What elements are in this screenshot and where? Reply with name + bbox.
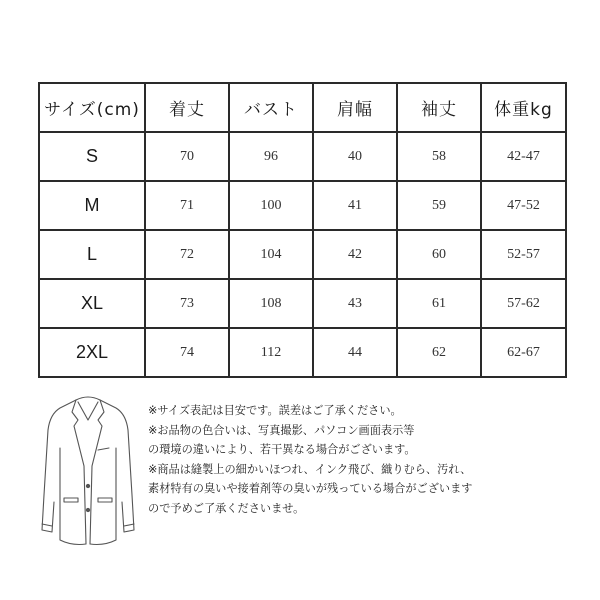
header-sleeve: 袖丈 (397, 83, 481, 132)
weight-cell: 47-52 (481, 181, 566, 230)
shoulder-cell: 41 (313, 181, 397, 230)
note-line: ※お品物の色合いは、写真撮影、パソコン画面表示等 (148, 423, 415, 437)
table-row (39, 279, 566, 328)
sleeve-cell: 59 (397, 181, 481, 230)
length-cell: 73 (145, 279, 229, 328)
header-size: サイズ(cm) (39, 83, 145, 132)
bust-cell: 100 (229, 181, 313, 230)
note-line: ※商品は縫製上の細かいほつれ、インク飛び、織りむら、汚れ、 (148, 462, 472, 476)
size-cell: S (39, 132, 145, 181)
shoulder-cell: 44 (313, 328, 397, 377)
jacket-icon (38, 390, 138, 575)
length-cell: 74 (145, 328, 229, 377)
shoulder-cell: 43 (313, 279, 397, 328)
bust-cell: 108 (229, 279, 313, 328)
header-length: 着丈 (145, 83, 229, 132)
bust-cell: 96 (229, 132, 313, 181)
note-line: 素材特有の臭いや接着剤等の臭いが残っている場合がございます (148, 482, 473, 495)
table-row (39, 230, 566, 279)
table-row (39, 132, 566, 181)
length-cell: 70 (145, 132, 229, 181)
sleeve-cell: 61 (397, 279, 481, 328)
size-cell: M (39, 181, 145, 230)
header-shoulder: 肩幅 (313, 83, 397, 132)
note-line: ので予めご了承くださいませ。 (148, 501, 305, 515)
bust-cell: 112 (229, 328, 313, 377)
bust-cell: 104 (229, 230, 313, 279)
notes-block (148, 401, 593, 518)
note-line: ※サイズ表記は目安です。誤差はご了承ください。 (148, 404, 402, 417)
length-cell: 72 (145, 230, 229, 279)
weight-cell: 57-62 (481, 279, 566, 328)
size-table (38, 82, 567, 378)
header-bust: バスト (229, 83, 313, 132)
weight-cell: 62-67 (481, 328, 566, 377)
sleeve-cell: 58 (397, 132, 481, 181)
sleeve-cell: 60 (397, 230, 481, 279)
table-row (39, 328, 566, 377)
length-cell: 71 (145, 181, 229, 230)
header-weight: 体重kg (481, 83, 566, 132)
note-line: の環境の違いにより、若干異なる場合がございます。 (148, 443, 416, 456)
weight-cell: 42-47 (481, 132, 566, 181)
size-cell: L (39, 230, 145, 279)
sleeve-cell: 62 (397, 328, 481, 377)
size-cell: 2XL (39, 328, 145, 377)
shoulder-cell: 40 (313, 132, 397, 181)
size-cell: XL (39, 279, 145, 328)
weight-cell: 52-57 (481, 230, 566, 279)
header-row (39, 83, 566, 132)
shoulder-cell: 42 (313, 230, 397, 279)
table-row (39, 181, 566, 230)
